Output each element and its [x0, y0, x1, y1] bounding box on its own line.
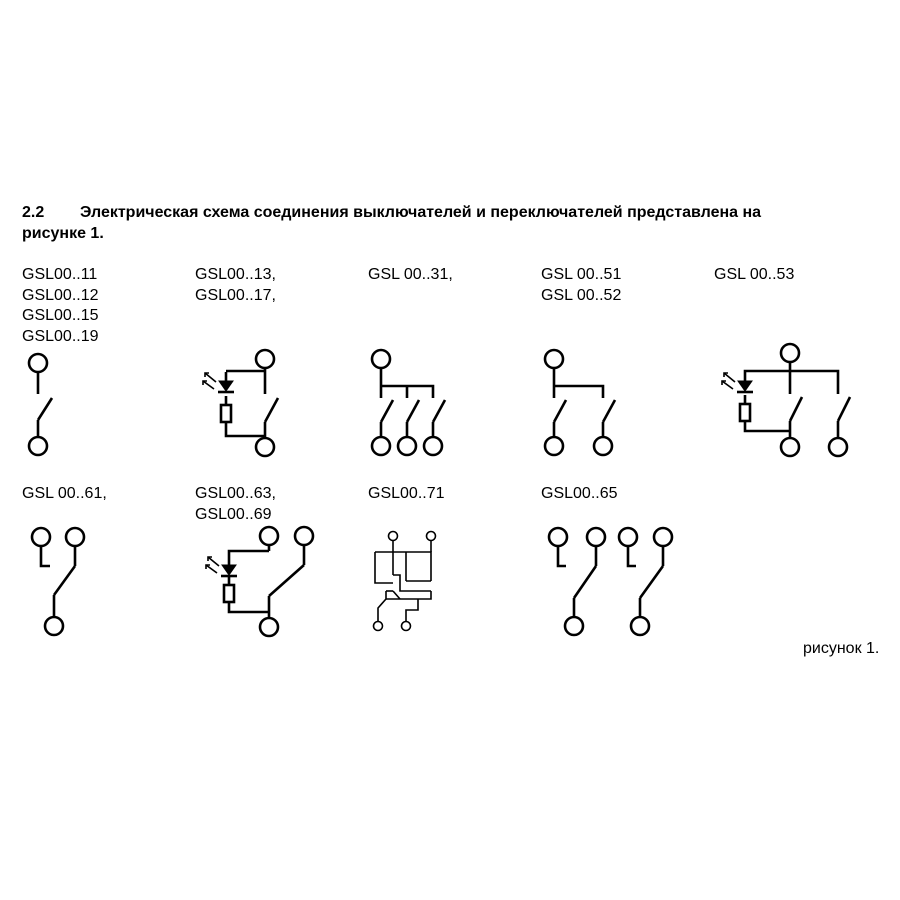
diagram-label: GSL00..65 [541, 485, 618, 502]
section-title-line1: Электрическая схема соединения выключателей и переключателей представлена на [80, 204, 762, 221]
diagram-label: GSL00..19 [22, 327, 99, 345]
schematic-complex [374, 532, 436, 631]
schematic-two-contacts-with-led [722, 344, 850, 456]
schematic-three-contacts [372, 350, 445, 455]
schematic-changeover [32, 528, 84, 635]
diagram-label: GSL00..11 [22, 266, 98, 283]
section-title-line2: рисунке 1. [22, 225, 104, 242]
diagram-label: GSL 00..61, [22, 485, 107, 502]
diagram-label: GSL 00..52 [541, 286, 622, 304]
diagram-label: GSL00..17, [195, 286, 276, 304]
schematic-contact-with-led [203, 350, 278, 456]
schematic-two-contacts [545, 350, 615, 455]
diagram-label: GSL 00..51 [541, 266, 622, 283]
diagram-label: GSL00..69 [195, 505, 272, 523]
diagram-label: GSL 00..31, [368, 266, 453, 283]
diagram-label: GSL00..15 [22, 307, 99, 324]
section-number: 2.2 [22, 204, 45, 221]
schematic-dual-changeover [549, 528, 672, 635]
diagram-label: GSL00..63, [195, 485, 276, 502]
figure-caption: рисунок 1. [803, 640, 880, 657]
schematic-single-contact [29, 354, 52, 455]
diagram-label: GSL 00..53 [714, 266, 795, 283]
diagram-label: GSL00..71 [368, 485, 445, 502]
schematic-changeover-with-led [206, 527, 313, 636]
diagram-label: GSL00..13, [195, 266, 276, 283]
diagram-label: GSL00..12 [22, 286, 99, 304]
